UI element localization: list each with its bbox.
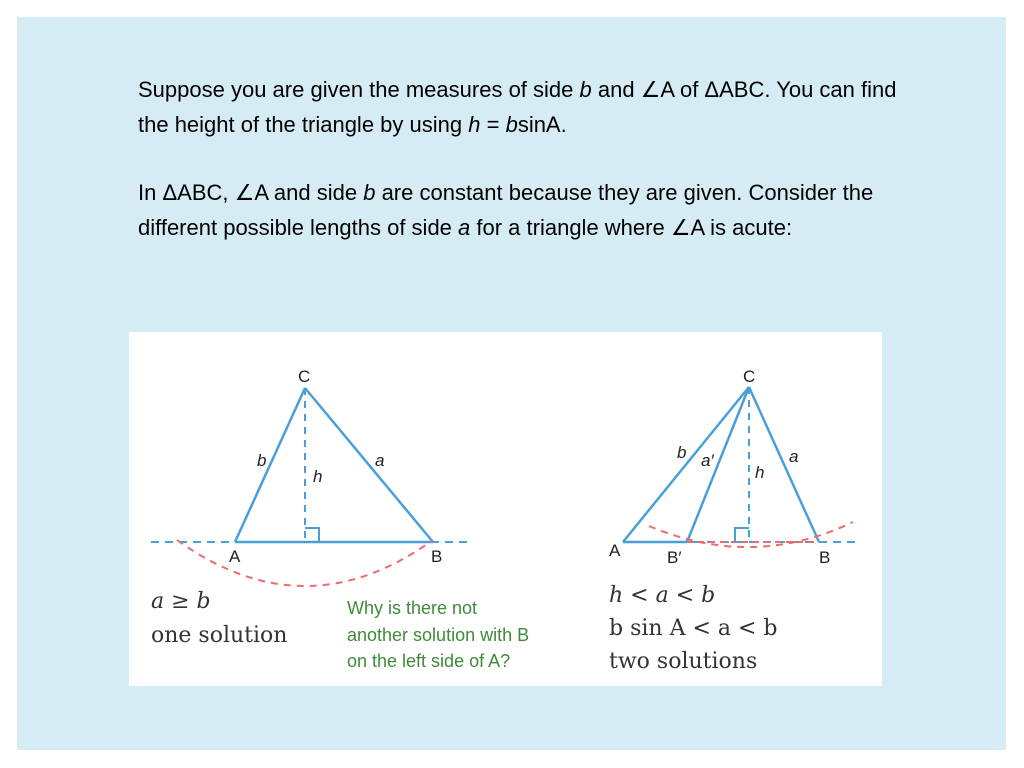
left-label-side-a: a bbox=[375, 451, 385, 470]
paragraph-2 bbox=[138, 176, 898, 245]
left-condition: a ≥ b bbox=[151, 589, 211, 614]
right-label-h: h bbox=[755, 463, 765, 482]
right-side-a-prime bbox=[687, 387, 749, 542]
right-label-b: B bbox=[819, 548, 831, 567]
right-label-c: C bbox=[743, 367, 756, 386]
triangle-figure bbox=[129, 332, 882, 686]
left-result: one solution bbox=[151, 623, 288, 648]
p1-text-2: and ∠A of ΔABC. You can find the height of the triangle by using bbox=[138, 77, 897, 137]
left-side-b bbox=[235, 388, 305, 542]
left-side-a bbox=[305, 388, 433, 542]
p2-text-2: are constant because they are given. Consider the different possible lengths of side bbox=[138, 180, 874, 240]
left-right-angle-mark bbox=[305, 528, 319, 542]
p1-sina: sinA. bbox=[517, 111, 567, 137]
paragraph-1 bbox=[138, 73, 898, 142]
left-label-c: C bbox=[298, 367, 311, 386]
right-right-angle-mark bbox=[735, 528, 749, 542]
p2-var-a: a bbox=[458, 214, 471, 240]
right-arc bbox=[649, 522, 853, 547]
p1-var-b: b bbox=[579, 77, 592, 102]
right-result: two solutions bbox=[609, 649, 758, 674]
note-line-2: another solution with B bbox=[347, 625, 530, 645]
left-label-b: B bbox=[431, 547, 443, 566]
right-label-a: A bbox=[609, 541, 621, 560]
green-note bbox=[347, 598, 529, 671]
right-label-b-prime: B′ bbox=[667, 548, 682, 567]
p2-text-1: In ΔABC, ∠A and side bbox=[138, 180, 364, 205]
left-label-a: A bbox=[229, 547, 241, 566]
right-label-side-a: a bbox=[789, 447, 799, 466]
left-arc bbox=[177, 540, 433, 586]
left-label-h: h bbox=[313, 467, 323, 486]
right-label-side-a-prime: a′ bbox=[701, 451, 714, 470]
slide-text bbox=[138, 73, 898, 245]
p1-var-h: h bbox=[468, 111, 481, 137]
right-label-side-b: b bbox=[677, 443, 687, 462]
note-line-1: Why is there not bbox=[347, 598, 478, 618]
right-side-b bbox=[623, 387, 749, 542]
triangle-diagrams-svg bbox=[129, 332, 882, 686]
p2-var-b: b bbox=[363, 180, 376, 205]
left-label-side-b: b bbox=[257, 451, 267, 470]
note-line-3: on the left side of A? bbox=[347, 651, 511, 671]
p2-text-3: for a triangle where ∠A is acute: bbox=[470, 214, 793, 240]
right-diagram bbox=[609, 367, 859, 674]
right-condition-2: b sin A < a < b bbox=[609, 616, 778, 641]
right-condition-1: h < a < b bbox=[609, 583, 716, 608]
p1-equals: = bbox=[480, 111, 506, 137]
p1-text-1: Suppose you are given the measures of side bbox=[138, 77, 580, 102]
p1-var-b2: b bbox=[505, 111, 518, 137]
